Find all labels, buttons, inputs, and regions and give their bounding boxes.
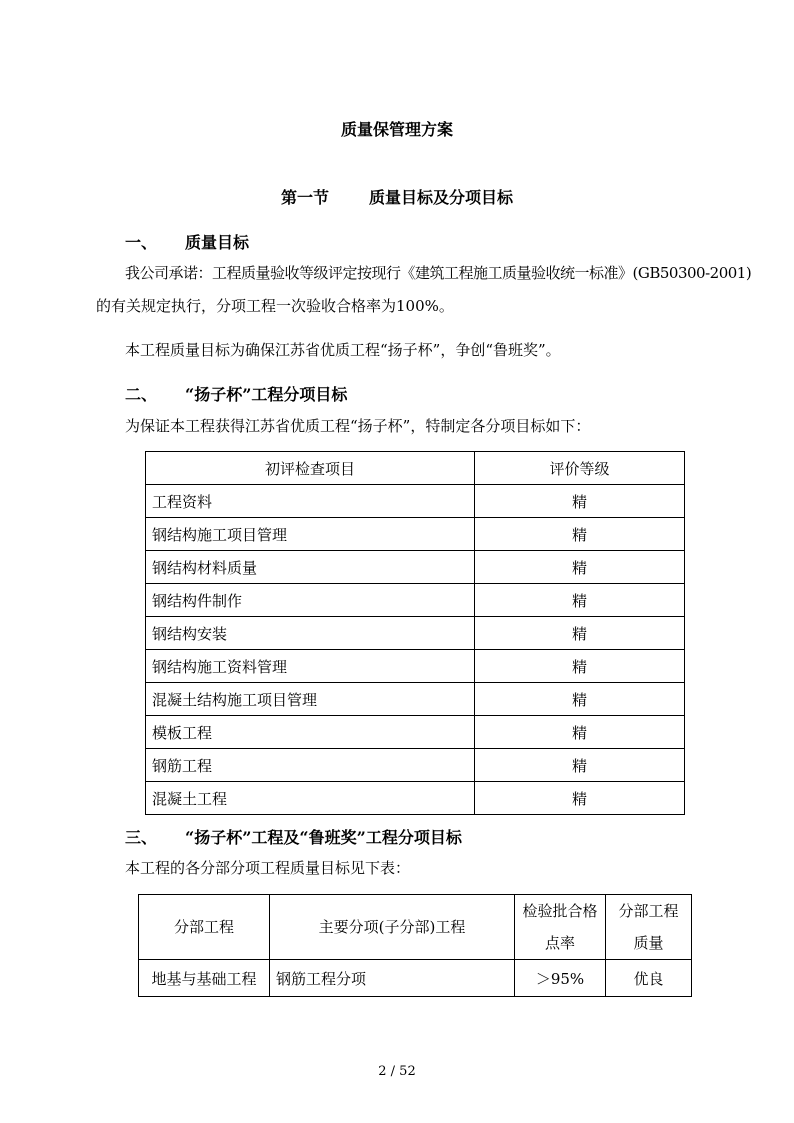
table-cell-division: 地基与基础工程 — [139, 960, 270, 997]
table-cell-item: 钢结构施工项目管理 — [146, 518, 475, 551]
table-cell-item: 模板工程 — [146, 716, 475, 749]
table-row — [146, 782, 685, 815]
table-header-cell: 主要分项(子分部)工程 — [270, 895, 515, 960]
page-number: 2 / 52 — [378, 1064, 416, 1079]
section-heading — [0, 185, 794, 208]
table-row — [146, 650, 685, 683]
table-cell-pass-rate: ＞95% — [515, 960, 606, 997]
table-cell-item: 混凝土工程 — [146, 782, 475, 815]
paragraph-commitment-line2: 的有关规定执行，分项工程一次验收合格率为100%。 — [96, 297, 454, 315]
table-cell-item: 钢结构施工资料管理 — [146, 650, 475, 683]
table-row — [146, 584, 685, 617]
document-title: 质量保管理方案 — [340, 120, 453, 139]
table-row — [146, 683, 685, 716]
table-cell-item: 钢筋工程 — [146, 749, 475, 782]
table-header-cell: 评价等级 — [475, 452, 685, 485]
table-cell-grade: 精 — [475, 584, 685, 617]
header-line: 检验批合格 — [522, 902, 598, 920]
table-cell-subitem: 钢筋工程分项 — [270, 960, 515, 997]
table-cell-grade: 精 — [475, 650, 685, 683]
heading-number: 三、 — [125, 828, 158, 847]
table-cell-item: 工程资料 — [146, 485, 475, 518]
paragraph-commitment-line1: 我公司承诺：工程质量验收等级评定按现行《建筑工程施工质量验收统一标准》(GB50300-2001) — [125, 264, 752, 282]
table-cell-grade: 精 — [475, 749, 685, 782]
table-cell-grade: 精 — [475, 551, 685, 584]
table-row — [146, 518, 685, 551]
heading-yangzi-luban — [125, 825, 462, 848]
header-line: 分部工程 — [618, 902, 679, 920]
table-cell-grade: 精 — [475, 485, 685, 518]
heading-number: 二、 — [125, 385, 158, 404]
table-cell-item: 钢结构材料质量 — [146, 551, 475, 584]
table-cell-grade: 精 — [475, 518, 685, 551]
table-header-row — [146, 452, 685, 485]
table-cell-item: 混凝土结构施工项目管理 — [146, 683, 475, 716]
table-header-cell: 分部工程 — [139, 895, 270, 960]
table-cell-grade: 精 — [475, 716, 685, 749]
heading-quality-goal — [125, 230, 249, 253]
table-cell-quality: 优良 — [606, 960, 692, 997]
table-cell-item: 钢结构件制作 — [146, 584, 475, 617]
table-row — [146, 749, 685, 782]
subitem-goal-table — [145, 451, 685, 815]
table-cell-grade: 精 — [475, 617, 685, 650]
header-line: 点率 — [544, 934, 575, 952]
heading-text: 质量目标 — [185, 233, 250, 252]
section-title: 质量目标及分项目标 — [369, 188, 514, 207]
heading-text: “扬子杯”工程分项目标 — [185, 385, 348, 404]
heading-number: 一、 — [125, 233, 158, 252]
table-cell-grade: 精 — [475, 782, 685, 815]
division-goal-table — [138, 894, 692, 997]
heading-yangzi-cup — [125, 382, 347, 405]
table-row — [139, 960, 692, 997]
section-number: 第一节 — [280, 188, 329, 207]
table-header-cell — [515, 895, 606, 960]
table-row — [146, 716, 685, 749]
paragraph-quality-target: 本工程质量目标为确保江苏省优质工程“扬子杯”，争创“鲁班奖”。 — [125, 341, 561, 359]
table-row — [146, 551, 685, 584]
table-header-row — [139, 895, 692, 960]
table-row — [146, 617, 685, 650]
table-header-cell: 初评检查项目 — [146, 452, 475, 485]
table-cell-grade: 精 — [475, 683, 685, 716]
paragraph-subitem-intro: 为保证本工程获得江苏省优质工程“扬子杯”，特制定各分项目标如下： — [125, 417, 591, 435]
table-header-cell — [606, 895, 692, 960]
table-cell-item: 钢结构安装 — [146, 617, 475, 650]
table-row — [146, 485, 685, 518]
paragraph-table-intro: 本工程的各分部分项工程质量目标见下表： — [125, 859, 411, 877]
header-line: 质量 — [633, 934, 664, 952]
heading-text: “扬子杯”工程及“鲁班奖”工程分项目标 — [185, 828, 462, 847]
